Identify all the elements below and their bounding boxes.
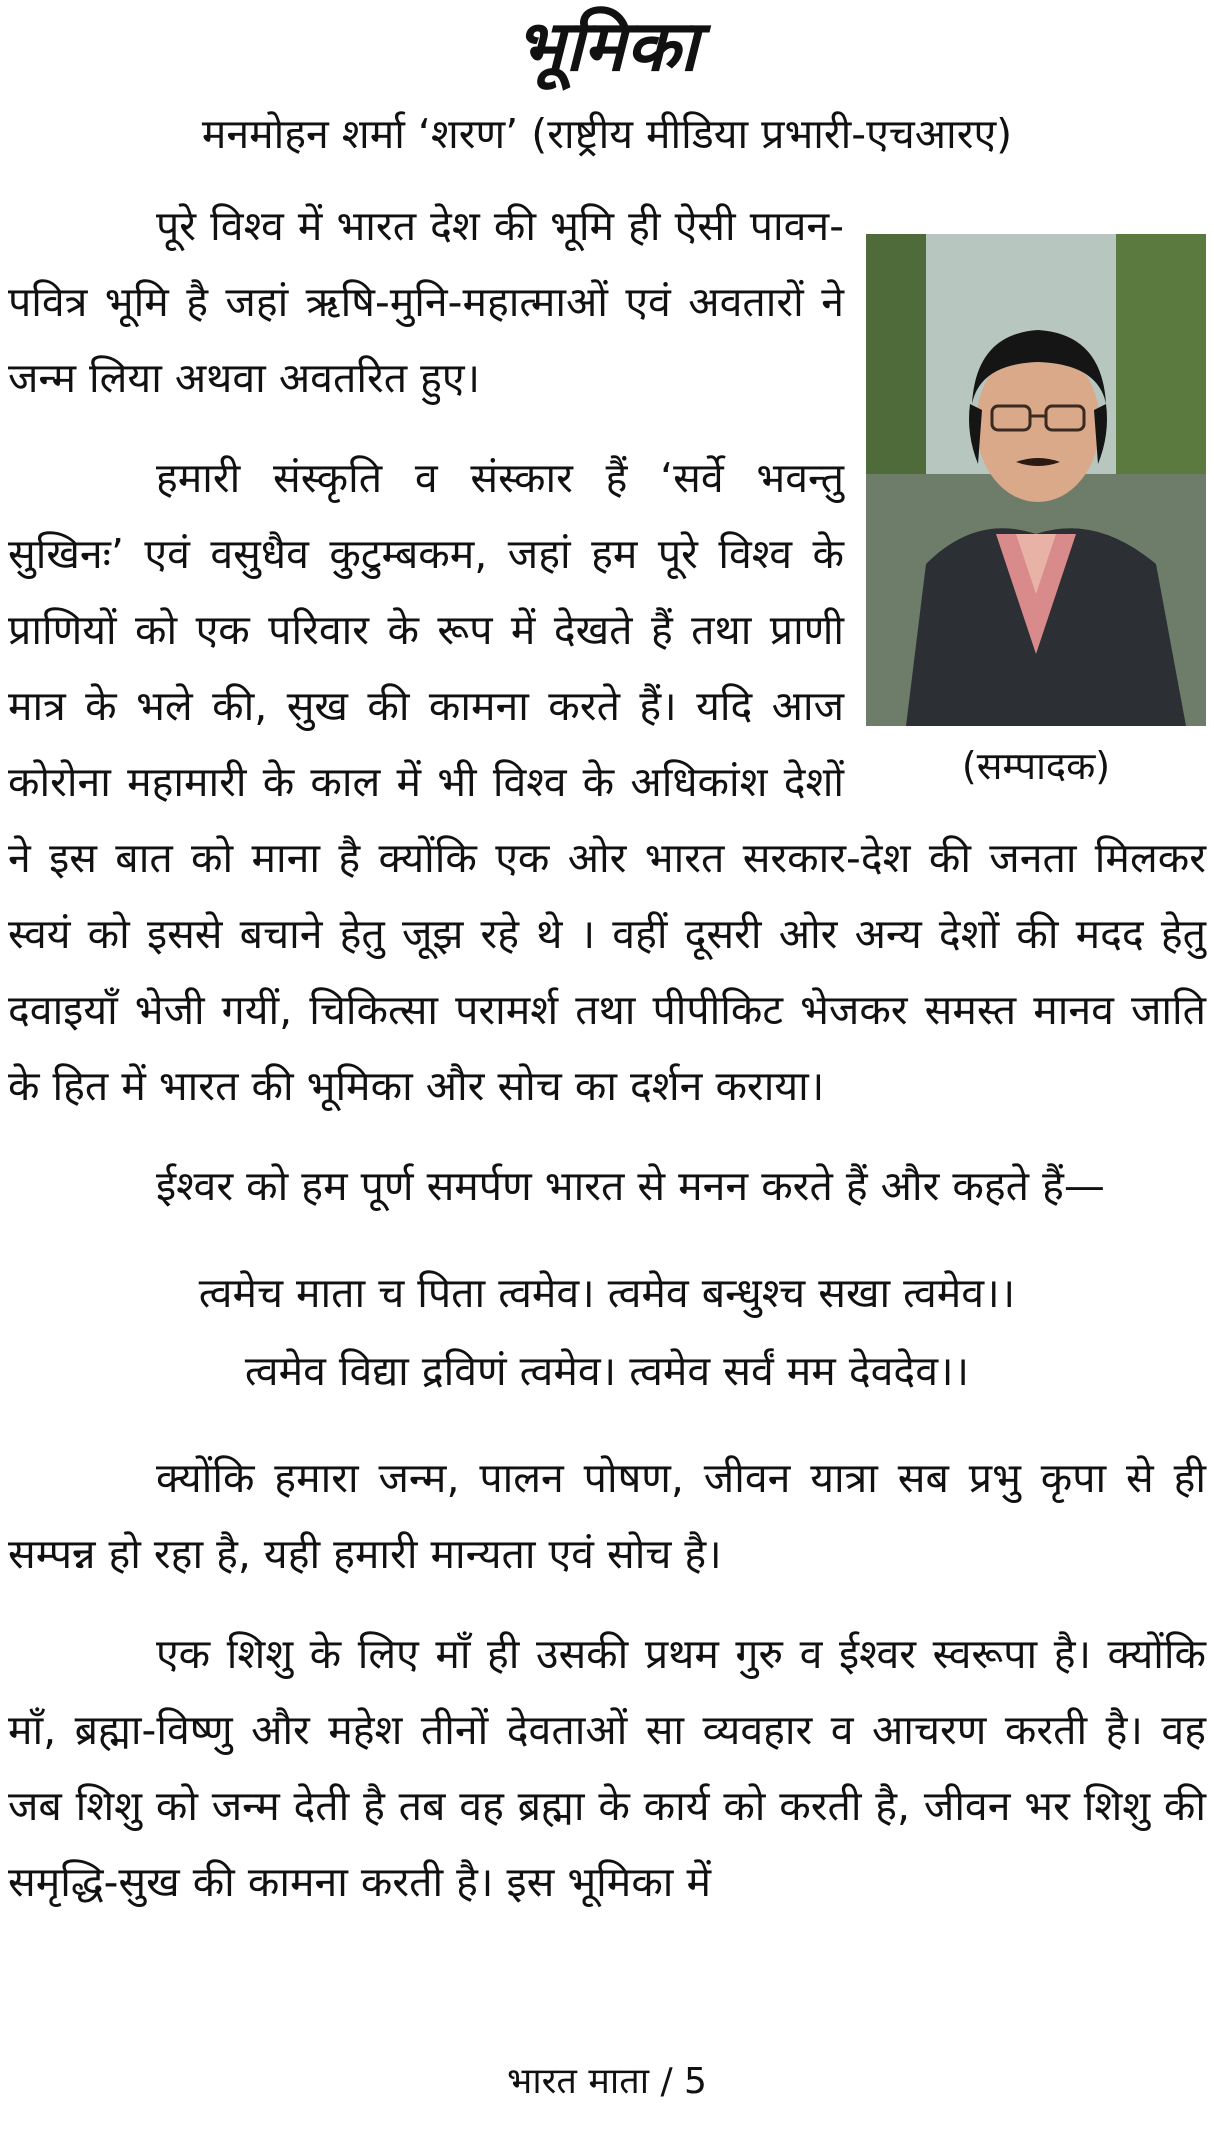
verse-line-2: त्वमेव विद्या द्रविणं त्वमेव। त्वमेव सर्वं मम देवदेव।। [244, 1347, 970, 1395]
editor-photo-block [866, 234, 1206, 794]
paragraph-5: एक शिशु के लिए माँ ही उसकी प्रथम गुरु व ईश्वर स्वरूपा है। क्योंकि माँ, ब्रह्मा-विष्णु और महेश तीनों देवताओं सा व्यवहार व आचरण करती है। वह जब शिशु को जन्म देती है तब वह ब्रह्मा के कार्य को करती है, जीवन भर शिशु की समृद्धि-सुख की कामना करती है। इस भूमिका में [8, 1630, 1206, 1906]
photo-caption: (सम्पादक) [961, 744, 1111, 788]
article-body [8, 188, 1206, 1920]
paragraph-4: क्योंकि हमारा जन्म, पालन पोषण, जीवन यात्रा सब प्रभु कृपा से ही सम्पन्न हो रहा है, यही हमारी मान्यता एवं सोच है। [8, 1454, 1206, 1578]
page-title: भूमिका [514, 5, 700, 87]
verse-block [8, 1254, 1206, 1410]
paragraph-1: पूरे विश्व में भारत देश की भूमि ही ऐसी पावन-पवित्र भूमि है जहां ऋषि-मुनि-महात्माओं एवं अवतारों ने जन्म लिया अथवा अवतरित हुए। [8, 202, 844, 402]
portrait-illustration [866, 234, 1206, 726]
paragraph-2: हमारी संस्कृति व संस्कार हैं ‘सर्वे भवन्तु सुखिनः’ एवं वसुधैव कुटुम्बकम, जहां हम पूरे विश्व के प्राणियों को एक परिवार के रूप में देखते हैं तथा प्राणी मात्र के भले की, सुख की कामना करते हैं। यदि आज कोरोना महामारी के काल में भी विश्व के अधिकांश देशों ने इस बात को माना है क्योंकि एक ओर भारत सरकार-देश की जनता मिलकर स्वयं को इससे बचाने हेतु जूझ रहे थे । वहीं दूसरी ओर अन्य देशों की मदद हेतु दवाइयाँ भेजी गयीं, चिकित्सा परामर्श तथा पीपीकिट भेजकर समस्त मानव जाति के हित में भारत की भूमिका और सोच का दर्शन कराया। [8, 454, 1206, 1110]
paragraph-3: ईश्वर को हम पूर्ण समर्पण भारत से मनन करते हैं और कहते हैं— [156, 1162, 1105, 1210]
verse-line-1: त्वमेच माता च पिता त्वमेव। त्वमेव बन्धुश्च सखा त्वमेव।। [198, 1269, 1016, 1317]
author-line: मनमोहन शर्मा ‘शरण’ (राष्ट्रीय मीडिया प्रभारी-एचआरए) [201, 110, 1013, 158]
editor-photo [866, 234, 1206, 726]
page-footer: भारत माता / 5 [507, 2061, 707, 2102]
